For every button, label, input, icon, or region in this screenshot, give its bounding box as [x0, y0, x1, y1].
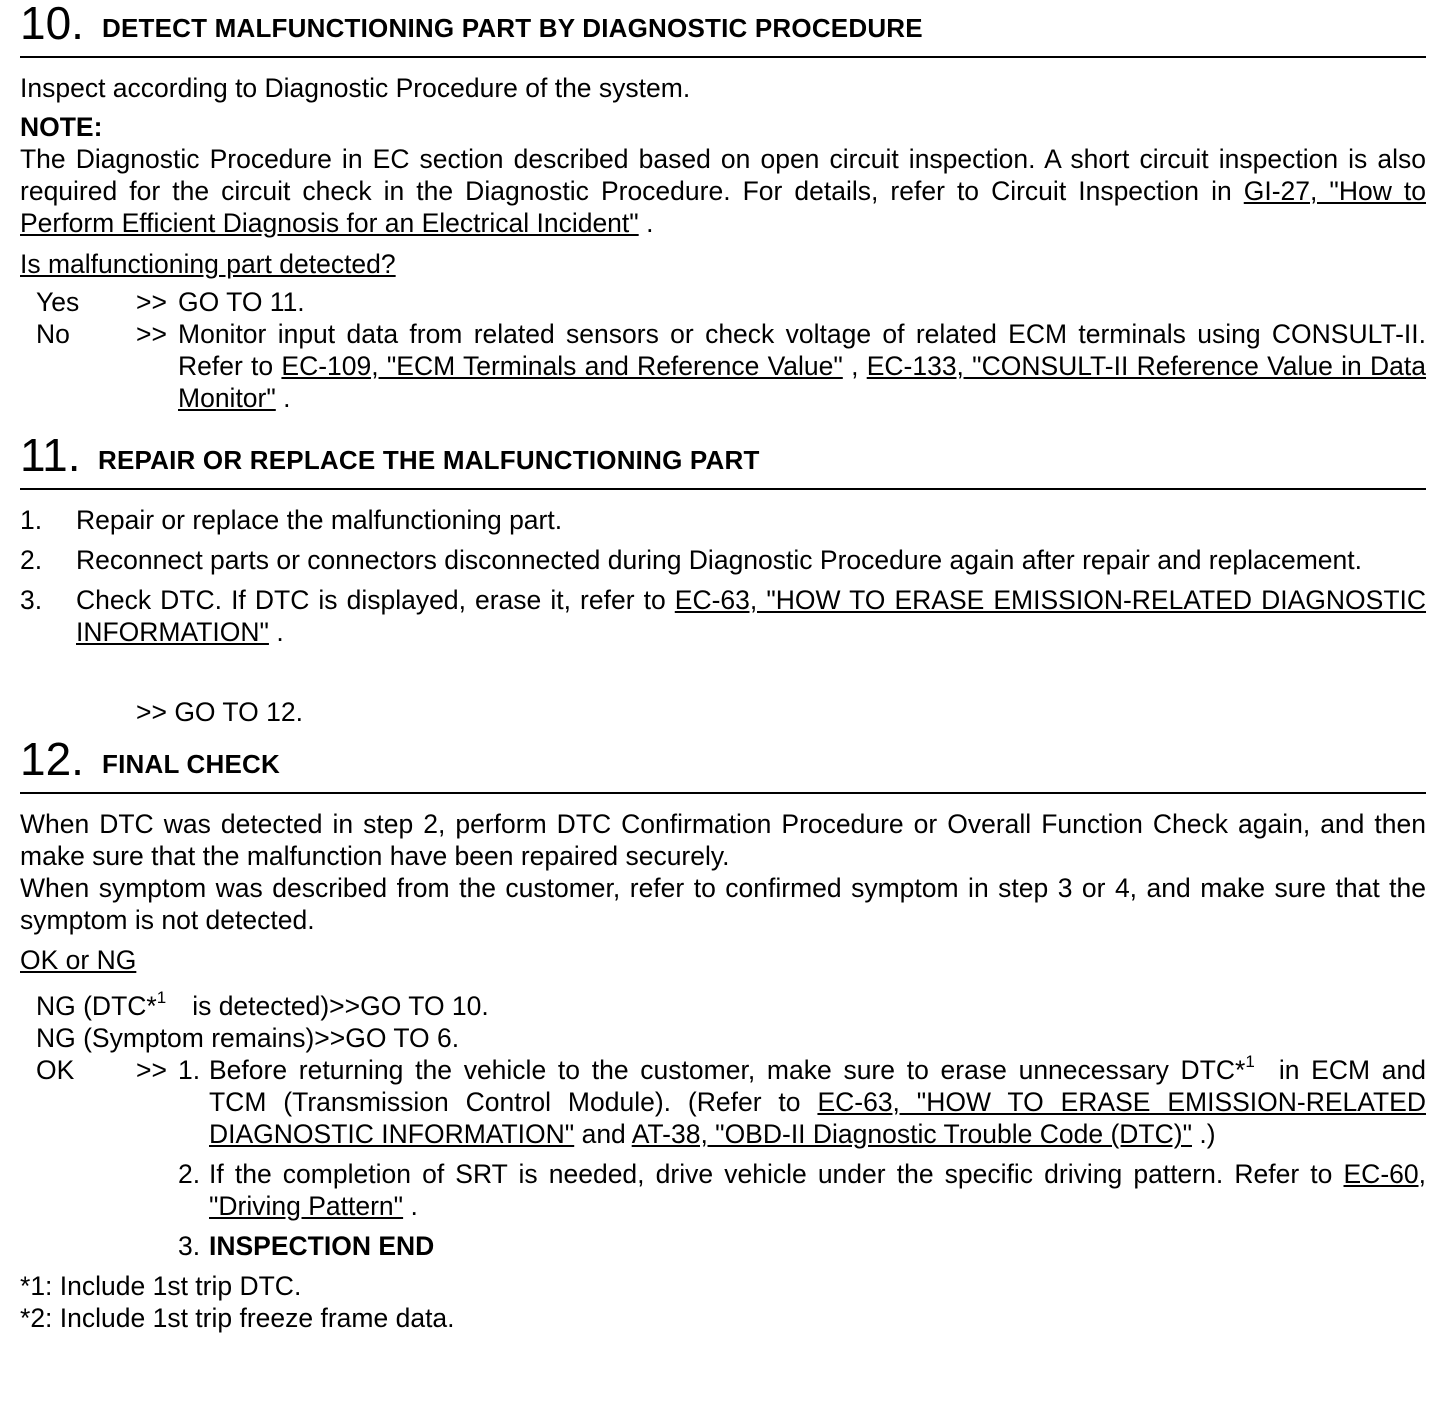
document-page: [20, 0, 1426, 1334]
no-arrow: >>: [136, 319, 167, 349]
ok-item-3: [20, 1230, 1426, 1262]
step-10-title: DETECT MALFUNCTIONING PART BY DIAGNOSTIC PROCEDURE: [102, 13, 923, 43]
ng1-sup: 1: [156, 988, 167, 1008]
ok1-end: .): [1199, 1119, 1216, 1149]
step-12-para-1: When DTC was detected in step 2, perform DTC Confirmation Procedure or Overall Function Check again, and then make sure that the malfunction have been repaired securely.: [20, 809, 1426, 871]
step-12-rule: [20, 792, 1426, 794]
step-11-goto: >> GO TO 12.: [136, 697, 303, 727]
item-1-number: 1.: [20, 505, 43, 535]
step-12-header: [20, 733, 1426, 785]
step-10-rule: [20, 56, 1426, 58]
link-ec-109[interactable]: EC-109, "ECM Terminals and Reference Value": [281, 351, 843, 381]
step-12-title: FINAL CHECK: [102, 749, 280, 779]
ok-1-text: [209, 1054, 1426, 1150]
link-ec-133[interactable]: EC-133, "CONSULT-II Reference Value in Data Monitor": [178, 351, 1427, 413]
ok-1-number: 1.: [178, 1055, 201, 1085]
step-12-para-2: When symptom was described from the customer, refer to confirmed symptom in step 3 or 4, and make sure that the symptom is not detected.: [20, 873, 1426, 935]
answer-no: [20, 318, 1426, 414]
ok2-body: If the completion of SRT is needed, drive vehicle under the specific driving pattern. Refer to: [209, 1159, 1333, 1189]
ok1-text-b: in ECM and TCM (Transmission Control Module). (Refer to: [209, 1055, 1426, 1117]
ok-3-text: INSPECTION END: [209, 1231, 435, 1261]
item-1-text: Repair or replace the malfunctioning part.: [76, 505, 563, 535]
yes-arrow: >>: [136, 287, 167, 317]
ok-item-2: [20, 1158, 1426, 1222]
step-11-item-3: [20, 584, 1426, 648]
ok1-sup: 1: [1245, 1052, 1255, 1072]
footnote-2: *2: Include 1st trip freeze frame data.: [20, 1303, 455, 1333]
yes-text: GO TO 11.: [178, 287, 305, 317]
note-text: [20, 143, 1426, 239]
ok1-and: and: [581, 1119, 626, 1149]
step-11-number: 11.: [20, 429, 81, 481]
item-2-text: Reconnect parts or connectors disconnected during Diagnostic Procedure again after repair and replacement.: [76, 545, 1362, 575]
link-gi-27[interactable]: GI-27, "How to Perform Efficient Diagnosis for an Electrical Incident": [20, 176, 1426, 238]
link-ec-63-b[interactable]: EC-63, "HOW TO ERASE EMISSION-RELATED DIAGNOSTIC INFORMATION": [209, 1087, 1426, 1149]
ok-arrow: >>: [136, 1055, 167, 1085]
ng1-text-a: NG (DTC*: [36, 991, 157, 1021]
step-10-intro: Inspect according to Diagnostic Procedure of the system.: [20, 73, 691, 103]
ok-label: OK: [36, 1055, 75, 1085]
note-body: The Diagnostic Procedure in EC section described based on open circuit inspection. A short circuit inspection is also required for the circuit check in the Diagnostic Procedure. For details, refer to Circuit Inspection in: [20, 144, 1426, 206]
ok-2-number: 2.: [178, 1159, 201, 1189]
ok2-end: .: [410, 1191, 418, 1221]
step-10-header: [20, 0, 1426, 49]
no-end: .: [283, 383, 291, 413]
item-2-number: 2.: [20, 545, 43, 575]
ok-2-text: [209, 1158, 1426, 1222]
step-11-rule: [20, 488, 1426, 490]
answer-ng-symptom: NG (Symptom remains)>>GO TO 6.: [36, 1023, 460, 1053]
step-11-item-2: [20, 544, 1426, 576]
note-label: NOTE:: [20, 112, 103, 142]
yes-label: Yes: [36, 287, 80, 317]
footnote-1: *1: Include 1st trip DTC.: [20, 1271, 302, 1301]
answer-yes: [20, 286, 1426, 318]
item-3-text: [76, 584, 1426, 648]
ok-3-number: 3.: [178, 1231, 201, 1261]
no-sep: ,: [851, 351, 859, 381]
item-3-body: Check DTC. If DTC is displayed, erase it, refer to: [76, 585, 666, 615]
step-12-number: 12.: [20, 733, 84, 785]
ng1-text-b: is detected)>>GO TO 10.: [192, 991, 489, 1021]
link-ec-63[interactable]: EC-63, "HOW TO ERASE EMISSION-RELATED DIAGNOSTIC INFORMATION": [76, 585, 1427, 647]
no-text: [178, 318, 1426, 414]
ok1-text-a: Before returning the vehicle to the customer, make sure to erase unnecessary DTC*: [209, 1055, 1246, 1085]
step-11-item-1: [20, 504, 1426, 536]
link-at-38[interactable]: AT-38, "OBD-II Diagnostic Trouble Code (DTC)": [631, 1119, 1192, 1149]
step-11-title: REPAIR OR REPLACE THE MALFUNCTIONING PART: [98, 445, 760, 475]
step-11-header: [20, 429, 1426, 481]
step-10-question: Is malfunctioning part detected?: [20, 249, 396, 279]
item-3-number: 3.: [20, 585, 43, 615]
step-10-number: 10.: [20, 0, 84, 49]
step-12-question: OK or NG: [20, 945, 137, 975]
link-ec-60[interactable]: EC-60, "Driving Pattern": [209, 1159, 1426, 1221]
no-body: Monitor input data from related sensors or check voltage of related ECM terminals using CONSULT-II. Refer to: [178, 319, 1426, 381]
answer-ng-dtc: [36, 990, 1426, 1022]
no-label: No: [36, 319, 70, 349]
answer-ok: [20, 1054, 1426, 1150]
note-end: .: [646, 208, 654, 238]
item-3-end: .: [276, 617, 284, 647]
